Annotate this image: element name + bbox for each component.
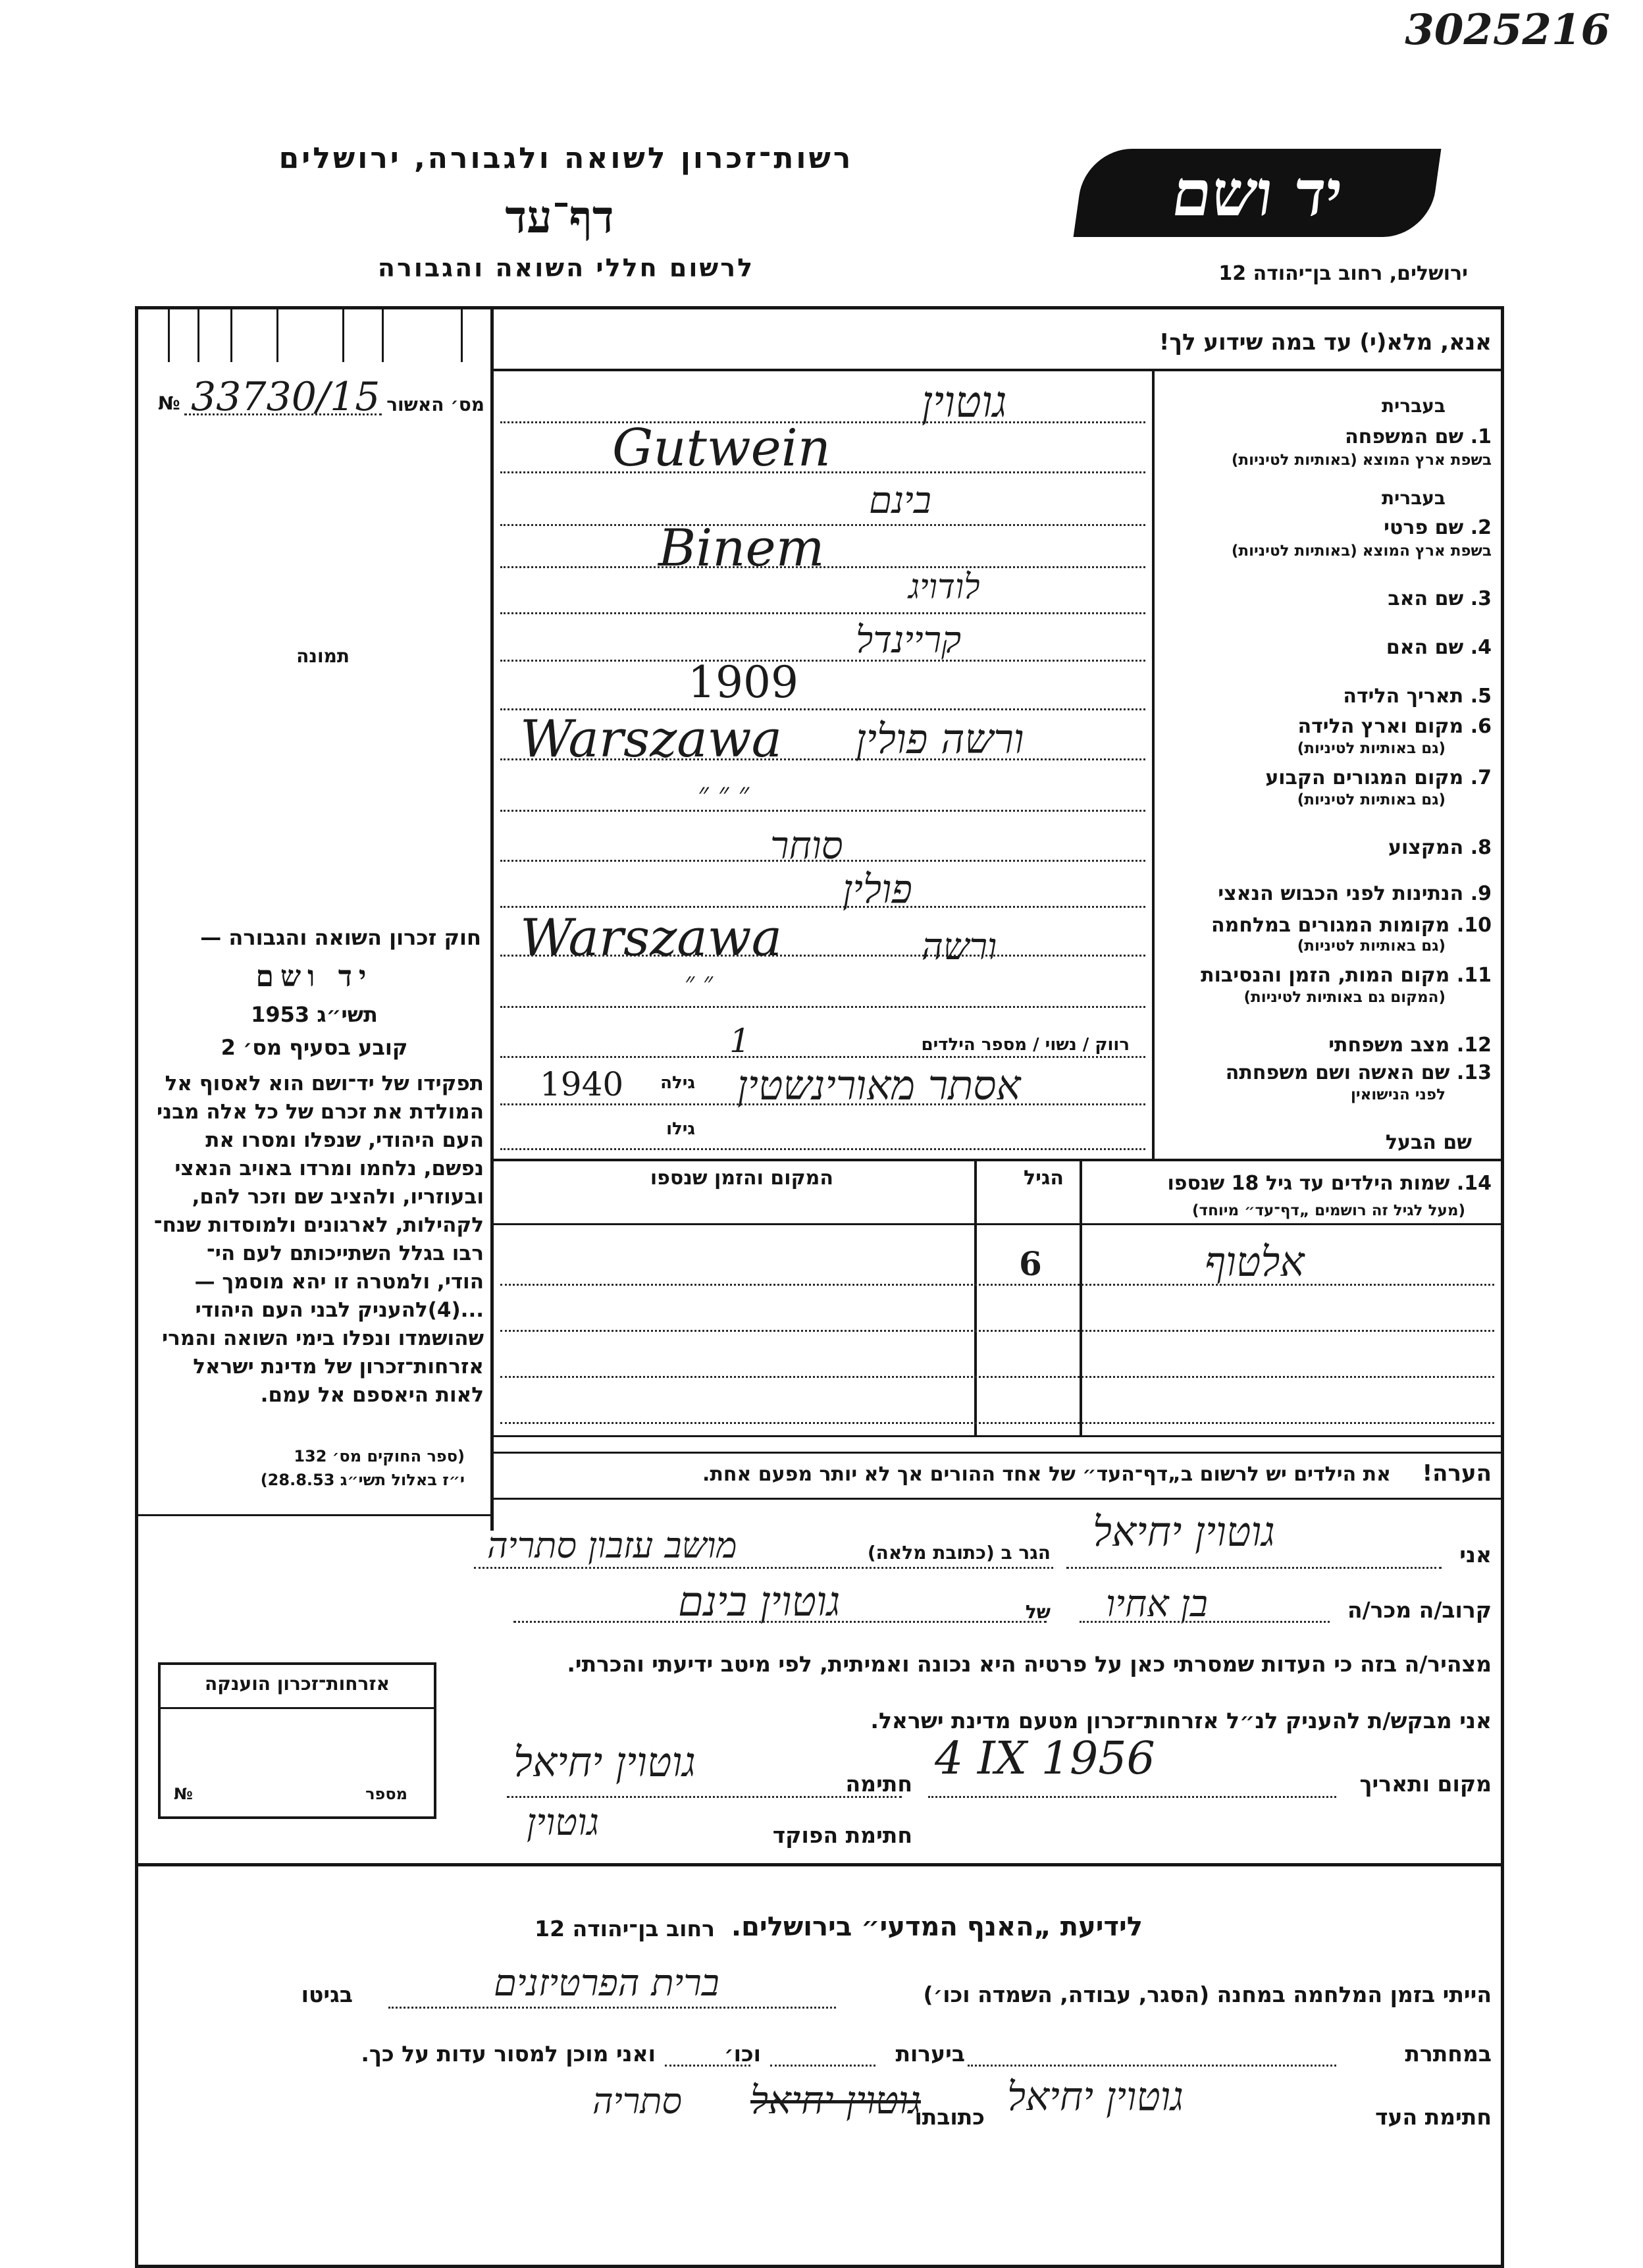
field-10-label <box>1211 914 1492 937</box>
field-10-sub: (גם באותיות לטיניות) <box>1297 937 1446 955</box>
field-8-num: 8. <box>1470 836 1492 859</box>
field-13-age-value: 1940 <box>540 1065 624 1103</box>
field-2-num: 2. <box>1470 516 1492 539</box>
field-3-line <box>500 612 1145 614</box>
field-1-label <box>1345 425 1492 448</box>
approval-label: מס׳ האשור <box>386 394 484 415</box>
field-13-label <box>1226 1061 1492 1084</box>
fold-mark <box>342 309 344 362</box>
of-name: גוטוין בינם <box>678 1577 841 1625</box>
scientific-address: רחוב בן־יהודה 12 <box>535 1916 715 1941</box>
yad-vashem-logo <box>1074 149 1442 237</box>
fold-mark <box>461 309 463 362</box>
note-text: את הילדים יש לרשום ב„דף־העד״ של אחד ההורים אך לא יותר מפעם אחת. <box>702 1463 1391 1486</box>
field-2-hebrew-value: בינם <box>869 479 931 522</box>
field-4-line <box>500 660 1145 662</box>
fold-mark <box>382 309 384 362</box>
field-10-num: 10. <box>1456 914 1492 937</box>
field-6-label <box>1298 715 1492 738</box>
frame-right <box>1501 306 1504 2268</box>
law-line: שהושמדו ונפלו בימי השואה והמרי <box>162 1327 484 1350</box>
field-12-value: 1 <box>729 1022 750 1060</box>
form-subtitle: לרשום חללי השואה והגבורה <box>377 253 755 282</box>
date-line <box>928 1796 1336 1798</box>
husband-label: שם הבעל <box>1385 1131 1472 1154</box>
field-13-value: אסתר מאורינשטין <box>737 1061 1021 1109</box>
field-12-text: מצב משפחתי <box>1328 1034 1450 1057</box>
witness-sig-label: חתימת העד <box>1375 2104 1492 2130</box>
field-9-text: הנתינות לפני הכבוש הנאצי <box>1218 882 1464 905</box>
field-1-text: שם המשפחה <box>1345 425 1464 448</box>
husband-age-label: גילו <box>666 1119 695 1139</box>
sci-line2-line-c <box>665 2065 750 2067</box>
declarant-address: מושב עזבון סתריה <box>487 1525 737 1566</box>
authority-name: רשות־זכרון לשואה ולגבורה, ירושלים <box>278 142 854 175</box>
field-1-sub: בשפת ארץ המוצא (באותיות לטיניות) <box>1231 452 1492 469</box>
date-value: 4 IX 1956 <box>935 1733 1155 1785</box>
field-3-value: לודויג <box>908 567 980 607</box>
children-sub: (מעל לגיל זה רושמים „דף־עד״ מיוחד) <box>1192 1202 1465 1219</box>
field-6-latin-value: Warszawa <box>520 710 783 769</box>
sci-line2-line-b <box>770 2065 875 2067</box>
law-ref-1: (ספר החוקים מס׳ 132 <box>294 1447 465 1465</box>
witness-sig-value: גוטוין יחיאל <box>1007 2074 1184 2120</box>
approval-value: 33730/15 <box>191 374 380 420</box>
children-col-age: הגיל <box>1024 1167 1064 1190</box>
field-9-label <box>1218 882 1492 905</box>
field-10-text: מקומות המגורים במלחמה <box>1211 914 1450 937</box>
children-row-line <box>500 1422 1494 1424</box>
field-4-value: קריינדל <box>856 619 962 662</box>
sci-line1-line <box>388 2007 836 2009</box>
note-line-bottom <box>494 1498 1501 1500</box>
field-6-text: מקום וארץ הלידה <box>1297 715 1464 738</box>
sci-line2-d: ואני מוכן למסור עדות על כך. <box>361 2041 656 2067</box>
children-col-place: המקום והזמן שנספו <box>650 1167 833 1190</box>
children-col2 <box>974 1159 977 1435</box>
officer-label: חתימת הפוקד <box>772 1822 912 1848</box>
law-heading: חוק זכרון השואה והגבורה — <box>200 925 481 950</box>
children-header-line <box>494 1223 1501 1225</box>
relation-value: בן אחיו <box>1106 1583 1208 1625</box>
child-age: 6 <box>1019 1244 1042 1283</box>
citizenship-number-mark: № <box>174 1785 193 1803</box>
frame-left <box>135 306 138 2268</box>
sci-line2-b: ביערות <box>895 2041 965 2067</box>
fold-mark <box>197 309 199 362</box>
form-title: דף־עד <box>505 191 614 244</box>
declarant-name-line <box>1066 1567 1442 1569</box>
sci-line1-suffix: בגיטו <box>301 1982 353 2007</box>
citizenship-number-label: מספר <box>365 1785 407 1803</box>
resides-label: הגר ב (כתובת מלאה) <box>867 1542 1051 1564</box>
field-11-num: 11. <box>1456 964 1492 987</box>
field-1-hebrew-tag: בעברית <box>1381 395 1446 417</box>
law-text <box>142 1070 484 1410</box>
field-4-num: 4. <box>1470 636 1492 659</box>
declarant-address-line <box>474 1567 1053 1569</box>
children-label <box>1167 1172 1492 1195</box>
law-year: תשי״ג 1953 <box>251 1002 378 1027</box>
field-13-sub: לפני הנישואין <box>1351 1086 1446 1103</box>
signature-value: גוטוין יחיאל <box>513 1738 696 1786</box>
photo-label: תמונה <box>296 645 350 667</box>
field-5-text: תאריך הלידה <box>1343 685 1464 708</box>
children-col1 <box>1080 1159 1082 1435</box>
children-label-text: שמות הילדים עד גיל 18 שנספו <box>1167 1172 1450 1195</box>
field-4-label <box>1386 636 1492 659</box>
witness-addr-label: כתובתו <box>914 2104 985 2130</box>
field-13-age-label: גילה <box>660 1073 695 1093</box>
field-1-hebrew-value: גוטוין <box>922 377 1007 427</box>
law-line: הודי, ולמטרה זו יהא מוסמך — <box>194 1270 484 1294</box>
field-2-label <box>1384 516 1492 539</box>
citizenship-box-title: אזרחות־זכרון הוענקה <box>161 1665 434 1709</box>
sci-line1-prefix: הייתי בזמן המלחמה במחנה (הסגר, עבודה, השמדה וכו׳) <box>923 1982 1492 2007</box>
fold-mark <box>168 309 170 362</box>
witness-addr-value: סתריה <box>592 2080 682 2122</box>
field-6-value: ורשה פולין <box>856 715 1024 763</box>
field-2-latin-value: Binem <box>658 519 825 578</box>
children-row-line <box>500 1376 1494 1378</box>
declaration-ani: אני <box>1459 1542 1492 1568</box>
approval-no-mark: № <box>158 392 180 414</box>
field-2-sub: בשפת ארץ המוצא (באותיות לטיניות) <box>1231 542 1492 560</box>
office-column-divider <box>490 306 494 1531</box>
instruction-text: אנא, מלא(י) עד במה שידוע לך! <box>1159 329 1492 356</box>
law-clause: קובע בסעיף מס׳ 2 <box>221 1035 408 1060</box>
citizenship-box <box>158 1662 436 1819</box>
field-5-label <box>1343 685 1492 708</box>
field-11-sub: (המקום גם באותיות לטיניות) <box>1243 989 1446 1006</box>
law-line: העם היהודי, שנפלו ומסרו את <box>205 1128 484 1152</box>
husband-line <box>500 1148 1145 1150</box>
field-9-line <box>500 906 1145 908</box>
note-line-top <box>494 1452 1501 1454</box>
fold-mark <box>230 309 232 362</box>
field-7-sub: (גם באותיות לטיניות) <box>1297 791 1446 808</box>
children-row-line <box>500 1284 1494 1286</box>
scientific-title: לידיעת „האנף המדעי״ בירושלים. <box>731 1912 1143 1942</box>
field-10-latin-value: Warszawa <box>520 909 783 968</box>
relative-label: קרוב/ה מכר/ה <box>1347 1597 1492 1623</box>
field-10-value: ורשה <box>922 926 997 968</box>
header-address: ירושלים, רחוב בן־יהודה 12 <box>1218 262 1468 285</box>
field-3-label <box>1388 587 1492 610</box>
field-12-label <box>1328 1034 1492 1057</box>
field-13-num: 13. <box>1456 1061 1492 1084</box>
sci-line2-c: וכו׳ <box>724 2041 761 2067</box>
approval-dotted-line <box>184 413 382 415</box>
field-11-label <box>1201 964 1492 987</box>
sci-line1-value: ברית הפרטיזנים <box>494 1962 719 2005</box>
field-12-line <box>500 1056 1145 1058</box>
field-8-label <box>1388 836 1492 859</box>
field-6-num: 6. <box>1470 715 1492 738</box>
field-11-line <box>500 1006 1145 1008</box>
field-7-text: מקום המגורים הקבוע <box>1265 766 1464 789</box>
children-top <box>494 1159 1501 1161</box>
officer-signature: גוטוין <box>527 1801 599 1844</box>
note <box>702 1460 1492 1487</box>
relation-line <box>1080 1621 1330 1623</box>
field-3-num: 3. <box>1470 587 1492 610</box>
field-5-num: 5. <box>1470 685 1492 708</box>
field-7-line <box>500 810 1145 812</box>
field-12-num: 12. <box>1456 1034 1492 1057</box>
field-2-text: שם פרטי <box>1384 516 1464 539</box>
law-line: אזרחות־זכרון של מדינת ישראל <box>193 1355 484 1379</box>
witness-addr-struck: גוטוין יחיאל <box>750 2078 921 2123</box>
field-9-num: 9. <box>1470 882 1492 905</box>
declaration-statement: מצהיר/ה בזה כי העדות שמסרתי כאן על פרטיה היא נכונה ואמיתית, לפי מיטב ידיעתי והכרתי. <box>567 1651 1492 1677</box>
field-9-value: פולין <box>843 866 912 912</box>
field-7-value: ״ ״ ״ <box>698 777 750 810</box>
office-left-lower <box>138 1514 494 1516</box>
fold-mark <box>276 309 278 362</box>
frame-top <box>135 306 1504 309</box>
field-5-value: 1909 <box>688 657 798 708</box>
field-8-text: המקצוע <box>1388 836 1464 859</box>
place-date-label: מקום ותאריך <box>1359 1771 1492 1797</box>
field-7-num: 7. <box>1470 766 1492 789</box>
archive-number: 3025216 <box>1405 5 1610 55</box>
of-name-line <box>513 1621 1047 1623</box>
law-line: לקהילות, לארגונים ולמוסדות שנח־ <box>153 1213 484 1237</box>
field-12-status-options: רווק / נשוי / מספר הילדים <box>921 1035 1130 1055</box>
child-name: אלטוף <box>1205 1238 1305 1286</box>
law-line: תפקידו של יד־ושם הוא לאסוף אל <box>165 1072 484 1095</box>
field-11-value: ״ ״ <box>685 967 714 997</box>
law-name: יד ושם <box>255 960 373 993</box>
law-line: רבו בגלל השתייכותם לעם הי־ <box>206 1242 484 1265</box>
field-13-text: שם האשה ושם משפחתה <box>1225 1061 1450 1084</box>
law-line: נפשם, נלחמו ומרדו באויב הנאצי <box>174 1157 484 1180</box>
signature-line <box>507 1796 902 1798</box>
children-num: 14. <box>1456 1172 1492 1195</box>
field-1-num: 1. <box>1470 425 1492 448</box>
law-line: ובעוזריו, ולהציב שם וזכר להם, <box>192 1185 484 1209</box>
note-label: הערה! <box>1422 1460 1492 1487</box>
signature-label: חתימה <box>845 1771 912 1797</box>
field-4-text: שם האם <box>1386 636 1464 659</box>
field-3-text: שם האב <box>1388 587 1464 610</box>
law-ref-2: י״ז באלול תשי״ג 28.8.53) <box>260 1471 465 1489</box>
logo-text: יד ושם <box>1167 155 1347 230</box>
field-2-hebrew-tag: בעברית <box>1381 487 1446 509</box>
of-label: של <box>1025 1601 1051 1623</box>
field-7-label <box>1265 766 1492 789</box>
sci-line2-line-a <box>968 2065 1336 2067</box>
declarant-name: גוטוין יחיאל <box>1093 1508 1275 1556</box>
sci-line2-a: במחתרת <box>1405 2041 1492 2067</box>
children-row-line <box>500 1330 1494 1332</box>
law-line: המולדת את זכרם של כל אלה מבני <box>157 1100 484 1124</box>
field-8-value: סוחר <box>770 823 843 868</box>
instruction-underline <box>494 369 1501 371</box>
law-line: לאות היאספם אל עמם. <box>260 1383 484 1407</box>
field-1-latin-value: Gutwein <box>612 419 831 478</box>
field-11-text: מקום המות, הזמן והנסיבות <box>1201 964 1450 987</box>
scientific-separator <box>138 1863 1501 1866</box>
field-6-sub: (גם באותיות לטיניות) <box>1297 740 1446 757</box>
law-line: ...(4)להעניק לבני העם היהודי <box>195 1298 484 1322</box>
children-bottom <box>494 1435 1501 1437</box>
declaration-request: אני מבקש/ת להעניק לנ״ל אזרחות־זכרון מטעם מדינת ישראל. <box>870 1708 1492 1733</box>
frame-bottom <box>135 2265 1504 2268</box>
fields-column-divider <box>1152 369 1155 1159</box>
